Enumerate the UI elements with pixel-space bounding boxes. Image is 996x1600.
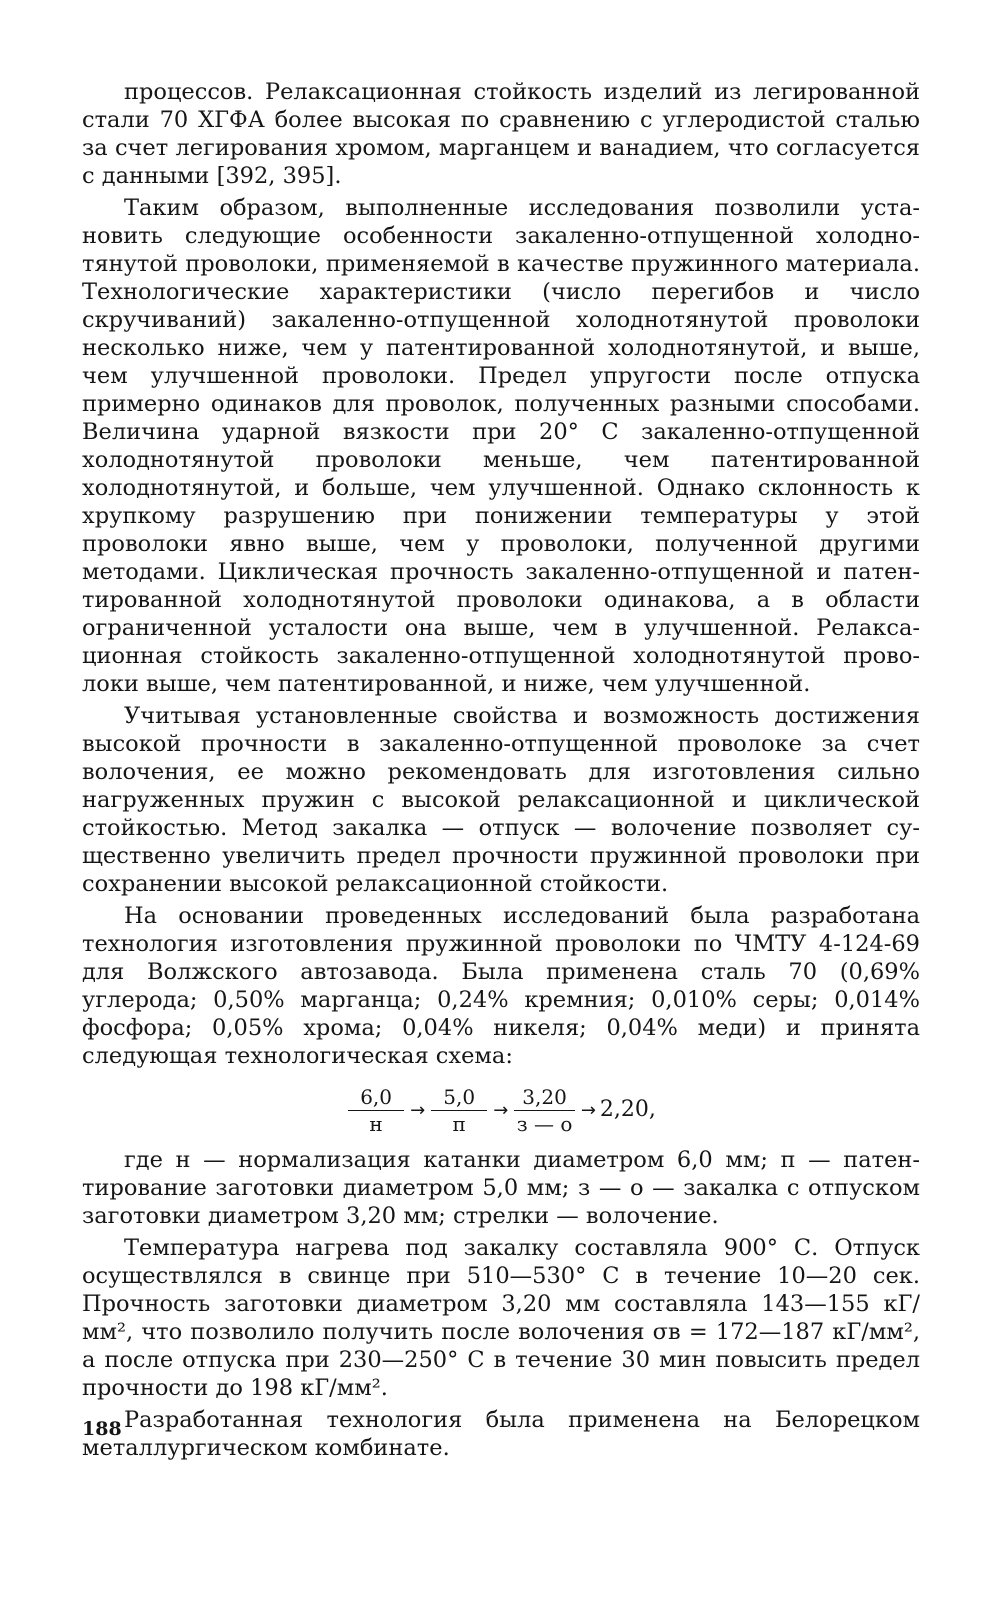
formula-final-diameter: 2,20, — [599, 1097, 656, 1122]
formula-step-diameter: 5,0 — [431, 1087, 487, 1111]
formula-step-code: з — о — [516, 1111, 573, 1136]
formula-step-code: н — [369, 1111, 383, 1136]
paragraph-application: Разработанная технология была применена на Белорецком металлургическом комбинате. — [82, 1407, 920, 1461]
formula-step-code: п — [452, 1111, 466, 1136]
paragraph-summary-findings: Таким образом, выполненные исследования позволили установить следующие особенности закаленно-отпущенной холоднотянутой проволоки, применяемой в качестве пружинного материала. Технологические характеристики (число перегибов и число скручиваний) закаленно-отпущенной холоднотянутой проволоки несколько ниже, чем у патентированной холоднотянутой, и выше, чем улучшенной проволоки. Предел упругости после отпуска примерно одинаков для проволок, полученных разными способами. Величина ударной вязкости при 20° С закаленно-отпущенной холоднотянутой проволоки меньше, чем патентированной холоднотянутой, и больше, чем улучшенной. Однако склонность к хрупкому разрушению при понижении температуры у этой проволоки явно выше, чем у проволоки, полученной другими методами. Циклическая прочность закаленно-отпущенной и патентированной холоднотянутой проволоки одинакова, а в области ограниченной усталости она выше, чем в улучшенной. Релаксационная стойкость закаленно-отпущенной холоднотянутой проволоки выше, чем патентированной, и ниже, чем улучшенной. — [82, 195, 920, 697]
drawing-arrow-icon: → — [580, 1100, 596, 1121]
page-number: 188 — [82, 1418, 122, 1440]
drawing-arrow-icon: → — [493, 1100, 509, 1121]
formula-step-normalization — [346, 1084, 406, 1136]
paragraph-legend: где н — нормализация катанки диаметром 6,0 мм; п — патентирование заготовки диаметром 5,0 мм; з — о — закалка с отпуском заготовки диаметром 3,20 мм; стрелки — волочение. — [82, 1147, 920, 1229]
paragraph-relaxation-resistance: процессов. Релаксационная стойкость изделий из легированной стали 70 ХГФА более высокая по сравнению с углеродистой сталью за счет легирования хромом, марганцем и ванадием, что согласуется с данными [392, 395]. — [82, 79, 920, 189]
formula-step-quench-temper — [512, 1084, 577, 1136]
formula-step-patenting — [429, 1084, 489, 1136]
paragraph-heat-treatment: Температура нагрева под закалку составляла 900° С. Отпуск осуществлялся в свинце при 510—530° С в течение 10—20 сек. Прочность заготовки диаметром 3,20 мм составляла 143—155 кГ/мм², что позволило получить после волочения σв = 172—187 кГ/мм², а после отпуска при 230—250° С в течение 30 мин повысить предел прочности до 198 кГ/мм². — [82, 1235, 920, 1401]
paragraph-recommendation: Учитывая установленные свойства и возможность достижения высокой прочности в закаленно-отпущенной проволоке за счет волочения, ее можно рекомендовать для изготовления сильно нагруженных пружин с высокой релаксационной и циклической стойкостью. Метод закалка — отпуск — волочение позволяет существенно увеличить предел прочности пружинной проволоки при сохранении высокой релаксационной стойкости. — [82, 703, 920, 897]
technological-scheme-formula — [82, 1074, 920, 1146]
formula-step-diameter: 3,20 — [514, 1087, 575, 1111]
paragraph-technology: На основании проведенных исследований была разработана технология изготовления пружинной проволоки по ЧМТУ 4-124-69 для Волжского автозавода. Была применена сталь 70 (0,69% углерода; 0,50% марганца; 0,24% кремния; 0,010% серы; 0,014% фосфора; 0,05% хрома; 0,04% никеля; 0,04% меди) и принята следующая технологическая схема: — [82, 903, 920, 1069]
body-text — [82, 78, 920, 1466]
formula-step-diameter: 6,0 — [348, 1087, 404, 1111]
drawing-arrow-icon: → — [410, 1100, 426, 1121]
